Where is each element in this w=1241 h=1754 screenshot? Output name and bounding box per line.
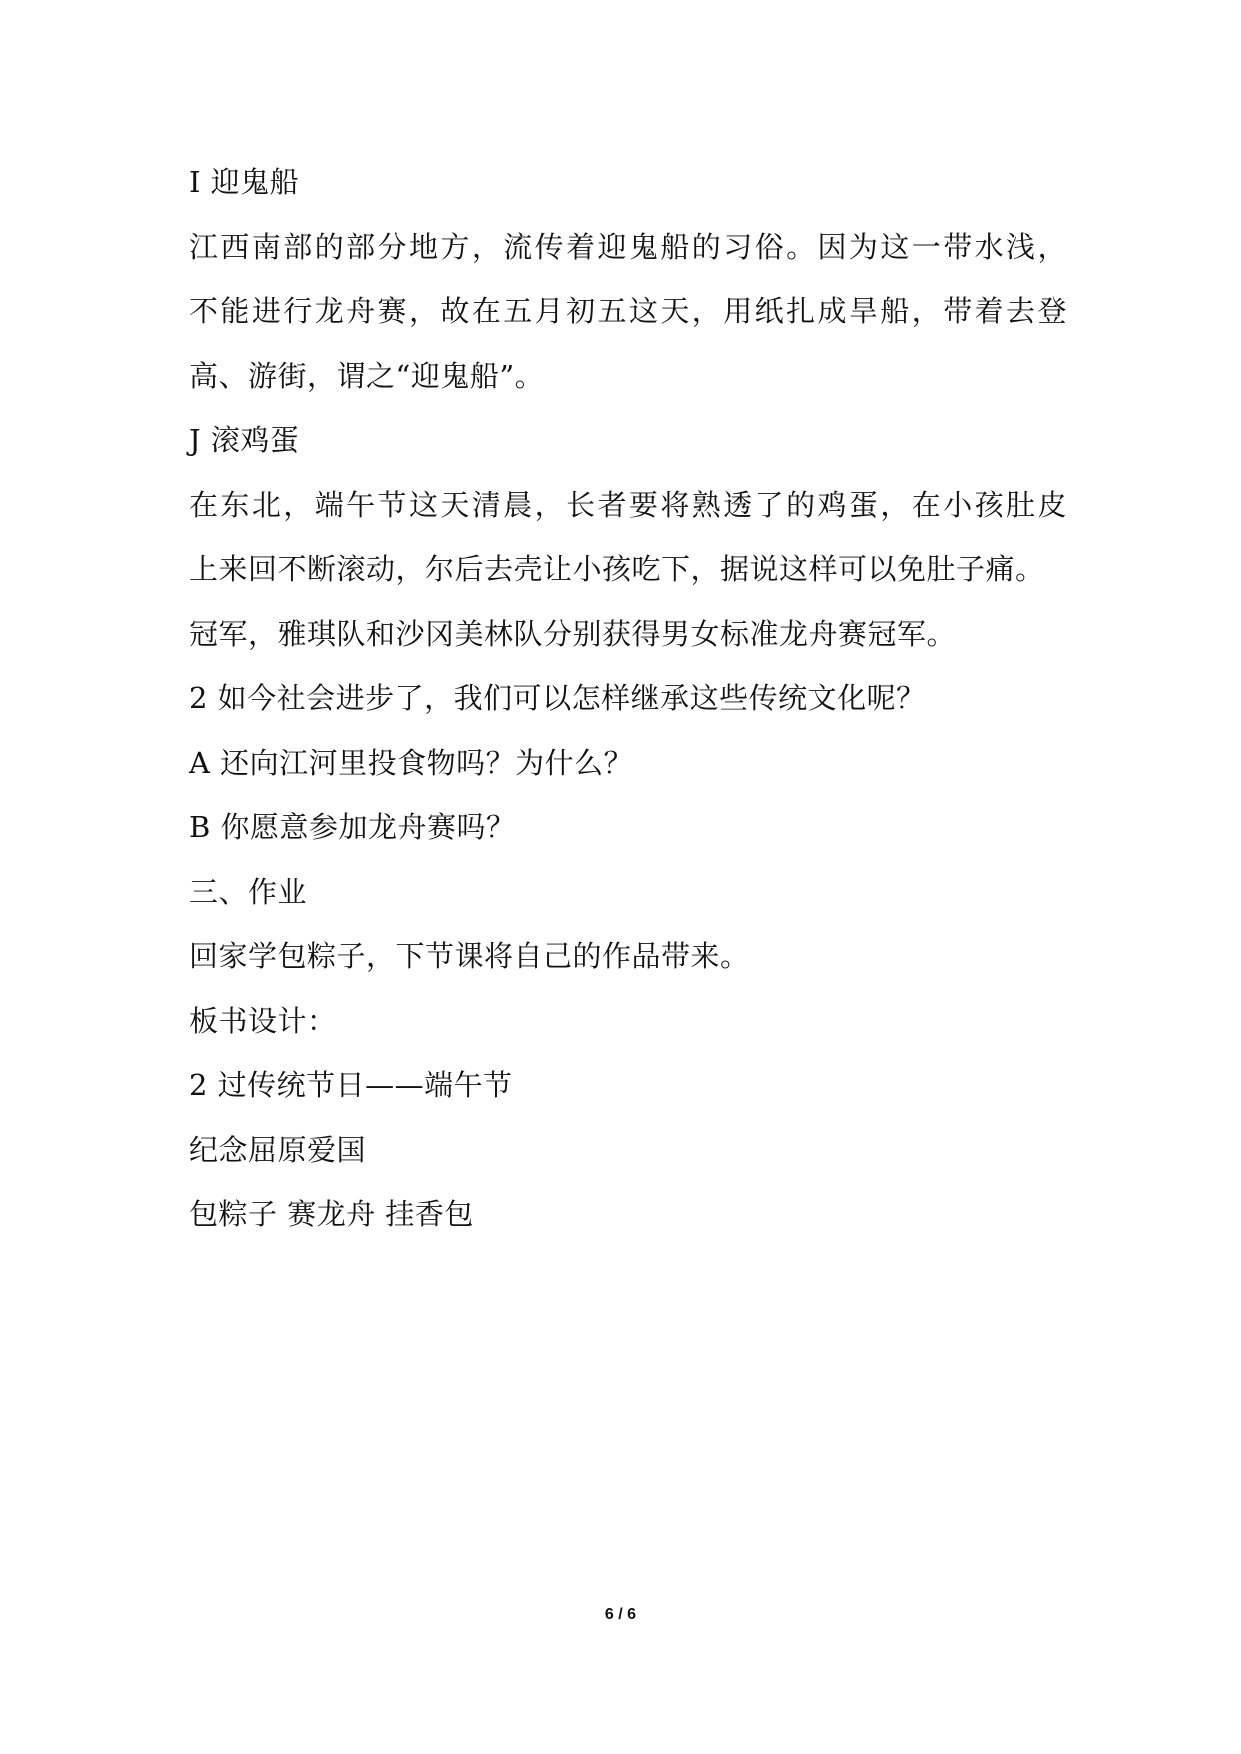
question-line: 2 如今社会进步了，我们可以怎样继承这些传统文化呢？ [189,681,926,715]
board-design-title: 2 过传统节日——端午节 [189,1068,513,1102]
heading-ying-gui-chuan: I 迎鬼船 [189,165,300,199]
paragraph-line: 上来回不断滚动，尔后去壳让小孩吃下，据说这样可以免肚子痛。 [189,552,1045,586]
paragraph-line: 冠军，雅琪队和沙冈美林队分别获得男女标准龙舟赛冠军。 [189,616,957,651]
paragraph-line: 在东北，端午节这天清晨，长者要将熟透了的鸡蛋，在小孩肚皮 [189,487,1067,522]
heading-gun-ji-dan: J 滚鸡蛋 [189,423,300,457]
page-number: 6 / 6 [604,1606,637,1623]
paragraph-line: 不能进行龙舟赛，故在五月初五这天，用纸扎成旱船，带着去登 [189,294,1067,328]
paragraph-line: 高、游街，谓之“迎鬼船”。 [189,358,545,393]
document-body [189,150,1069,1247]
board-design-activities: 包粽子 赛龙舟 挂香包 [189,1197,474,1231]
section-heading-homework: 三、作业 [189,874,308,909]
board-design-theme: 纪念屈原爱国 [189,1132,367,1167]
question-option-b: B 你愿意参加龙舟赛吗？ [189,810,516,844]
board-design-heading: 板书设计： [189,1003,337,1038]
homework-text: 回家学包粽子，下节课将自己的作品带来。 [189,939,750,973]
paragraph-line: 江西南部的部分地方，流传着迎鬼船的习俗。因为这一带水浅， [189,229,1067,264]
question-option-a: A 还向江河里投食物吗？为什么？ [189,745,634,780]
